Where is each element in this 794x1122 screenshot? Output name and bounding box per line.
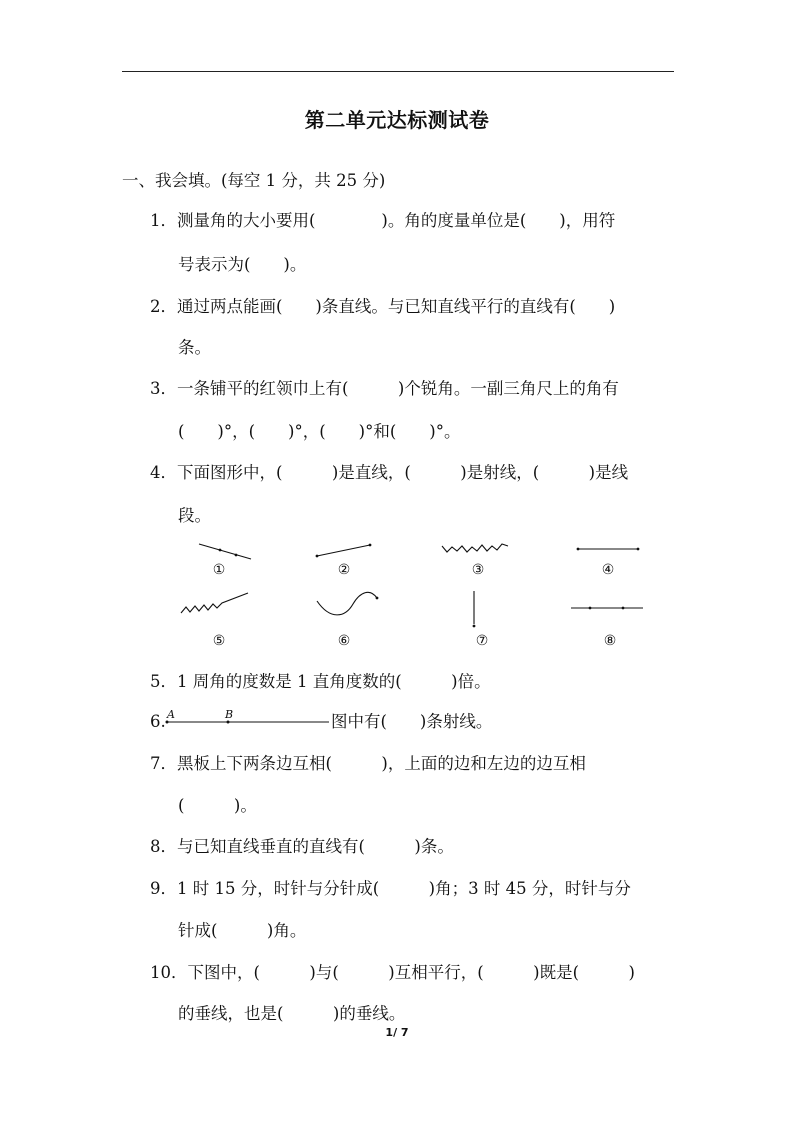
figure-6-curve: [317, 592, 377, 615]
question-5: 5．1 周角的度数是 1 直角度数的( )倍。: [150, 672, 491, 691]
question-2-line-1: 2．通过两点能画( )条直线。与已知直线平行的直线有( ): [150, 297, 616, 316]
question-6-label-b: B: [225, 708, 234, 721]
question-3-line-2: ( )°，( )°，( )°和( )°。: [178, 422, 461, 441]
figure-6-endpoint: [376, 597, 379, 600]
figure-label-7: ⑦: [475, 633, 489, 649]
question-6-label-a: A: [167, 708, 175, 721]
figure-label-2: ②: [337, 562, 351, 578]
figure-8-point-a: [589, 607, 592, 610]
figure-2-endpoint-b: [369, 544, 372, 547]
figure-1-point-a: [219, 549, 222, 552]
figure-3-zigzag: [442, 544, 508, 552]
question-10-line-1: 10．下图中，( )与( )互相平行，( )既是( ): [150, 963, 635, 982]
question-4-line-2: 段。: [178, 506, 211, 525]
question-9-line-2: 针成( )角。: [178, 921, 307, 940]
question-1-line-1: 1．测量角的大小要用( )。角的度量单位是( )，用符: [150, 211, 616, 230]
question-7-line-2: ( )。: [178, 796, 257, 815]
figure-1-line: [199, 544, 251, 559]
figure-4-endpoint-a: [577, 548, 580, 551]
figure-label-8: ⑧: [603, 633, 617, 649]
figure-2-endpoint-a: [316, 555, 319, 558]
figure-5-zigzag: [181, 593, 248, 613]
section-heading: 一、我会填。(每空 1 分，共 25 分): [122, 171, 386, 190]
figure-label-3: ③: [471, 562, 485, 578]
question-9-line-1: 9．1 时 15 分，时针与分针成( )角；3 时 45 分，时针与分: [150, 879, 631, 898]
question-8: 8．与已知直线垂直的直线有( )条。: [150, 837, 454, 856]
figure-4-endpoint-b: [637, 548, 640, 551]
question-6-number: 6.: [150, 712, 166, 731]
question-7-line-1: 7．黑板上下两条边互相( )，上面的边和左边的边互相: [150, 754, 586, 773]
question-6-text: 图中有( )条射线。: [331, 712, 493, 731]
question-2-line-2: 条。: [178, 338, 211, 357]
question-1-line-2: 号表示为( )。: [178, 255, 307, 274]
figure-1-point-b: [235, 554, 238, 557]
question-10-line-2: 的垂线，也是( )的垂线。: [178, 1004, 406, 1023]
figure-label-6: ⑥: [337, 633, 351, 649]
question-4-line-1: 4．下面图形中，( )是直线，( )是射线，( )是线: [150, 463, 629, 482]
figure-label-4: ④: [601, 562, 615, 578]
page-number: 1/ 7: [385, 1026, 409, 1039]
figure-label-1: ①: [212, 562, 226, 578]
page-title: 第二单元达标测试卷: [304, 108, 490, 132]
question-3-line-1: 3．一条铺平的红领巾上有( )个锐角。一副三角尺上的角有: [150, 379, 619, 398]
figure-8-point-b: [622, 607, 625, 610]
figure-label-5: ⑤: [212, 633, 226, 649]
figure-2-segment: [317, 545, 370, 556]
figure-7-endpoint: [473, 625, 476, 628]
